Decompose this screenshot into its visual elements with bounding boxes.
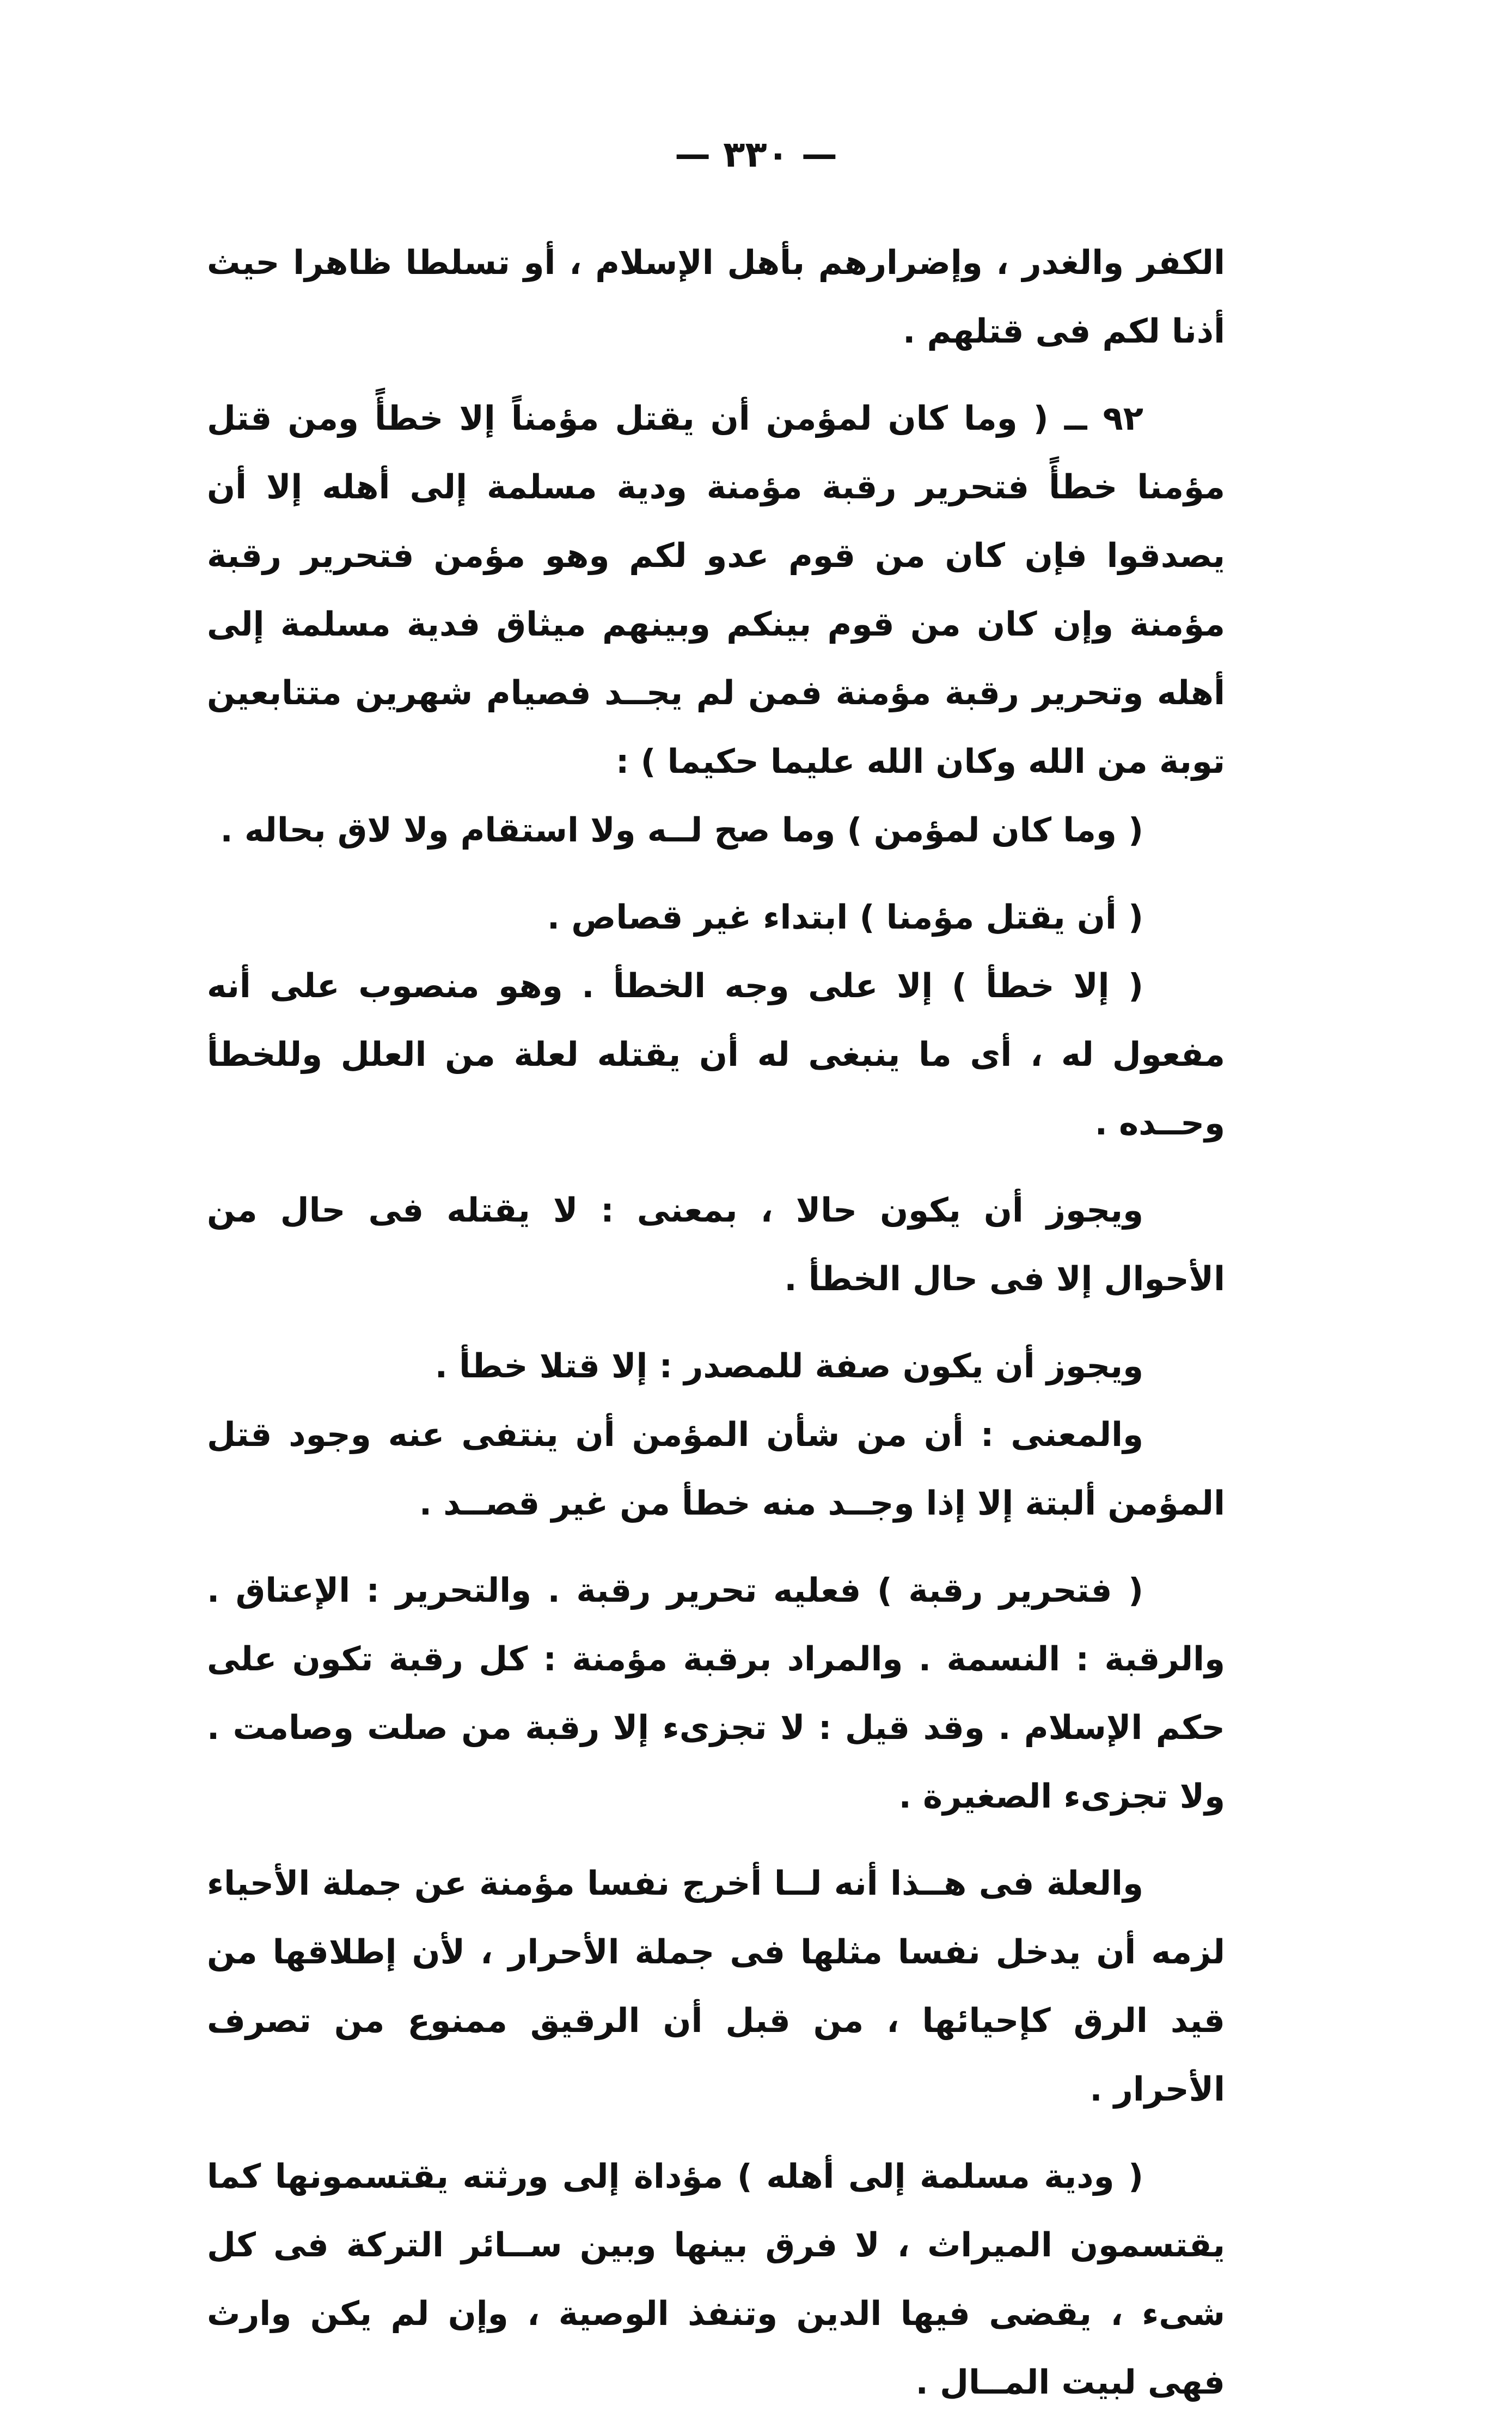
paragraph-verse-92: ٩٢ ــ ( وما كان لمؤمن أن يقتل مؤمناً إلا خطأً ومن قتل مؤمنا خطأً فتحرير رقبة مؤمنة ودية مسلمة إلى أهله إلا أن يصدقوا فإن كان من قوم عدو لكم وهو مؤمن فتحرير رقبة مؤمنة وإن كان من قوم بينكم وبينهم ميثاق فدية مسلمة إلى أهله وتحرير رقبة مؤمنة فمن لم يجــد فصيام شهرين متتابعين توبة من الله وكان الله عليما حكيما ) : — [207, 399, 1225, 781]
paragraph-wa-ma-kana: ( وما كان لمؤمن ) وما صح لــه ولا استقام ولا لاق بحاله . — [220, 811, 1143, 850]
page-number: — ٣٣٠ — — [675, 133, 837, 175]
paragraph-sifa: ويجوز أن يكون صفة للمصدر : إلا قتلا خطأ . — [434, 1347, 1143, 1385]
paragraph-hal: ويجوز أن يكون حالا ، بمعنى : لا يقتله فى حال من الأحوال إلا فى حال الخطأ . — [207, 1191, 1225, 1298]
paragraph-continuation: الكفر والغدر ، وإضرارهم بأهل الإسلام ، أو تسلطا ظاهرا حيث أذنا لكم فى قتلهم . — [207, 243, 1225, 351]
paragraph-maana: والمعنى : أن من شأن المؤمن أن ينتفى عنه وجود قتل المؤمن ألبتة إلا إذا وجــد منه خطأ من غير قصــد . — [207, 1415, 1225, 1523]
paragraph-illa: والعلة فى هــذا أنه لــا أخرج نفسا مؤمنة عن جملة الأحياء لزمه أن يدخل نفسا مثلها فى جملة الأحرار ، لأن إطلاقها من قيد الرق كإحيائها ، من قبل أن الرقيق ممنوع من تصرف الأحرار . — [207, 1864, 1225, 2109]
page-body — [207, 229, 1225, 2417]
paragraph-diya: ( ودية مسلمة إلى أهله ) مؤداة إلى ورثته يقتسمونها كما يقتسمون الميراث ، لا فرق بينها وبين ســائر التركة فى كل شىء ، يقضى فيها الدين وتنفذ الوصية ، وإن لم يكن وارث فهى لبيت المــال . — [207, 2157, 1225, 2402]
paragraph-tahrir-raqaba: ( فتحرير رقبة ) فعليه تحرير رقبة . والتحرير : الإعتاق . والرقبة : النسمة . والمراد برقبة مؤمنة : كل رقبة تكون على حكم الإسلام . وقد قيل : لا تجزىء إلا رقبة من صلت وصامت . ولا تجزىء الصغيرة . — [207, 1571, 1225, 1816]
paragraph-illa-khataan: ( إلا خطأ ) إلا على وجه الخطأ . وهو منصوب على أنه مفعول له ، أى ما ينبغى له أن يقتله لعلة من العلل وللخطأ وحــده . — [207, 967, 1225, 1143]
paragraph-an-yaqtula: ( أن يقتل مؤمنا ) ابتداء غير قصاص . — [547, 898, 1143, 937]
